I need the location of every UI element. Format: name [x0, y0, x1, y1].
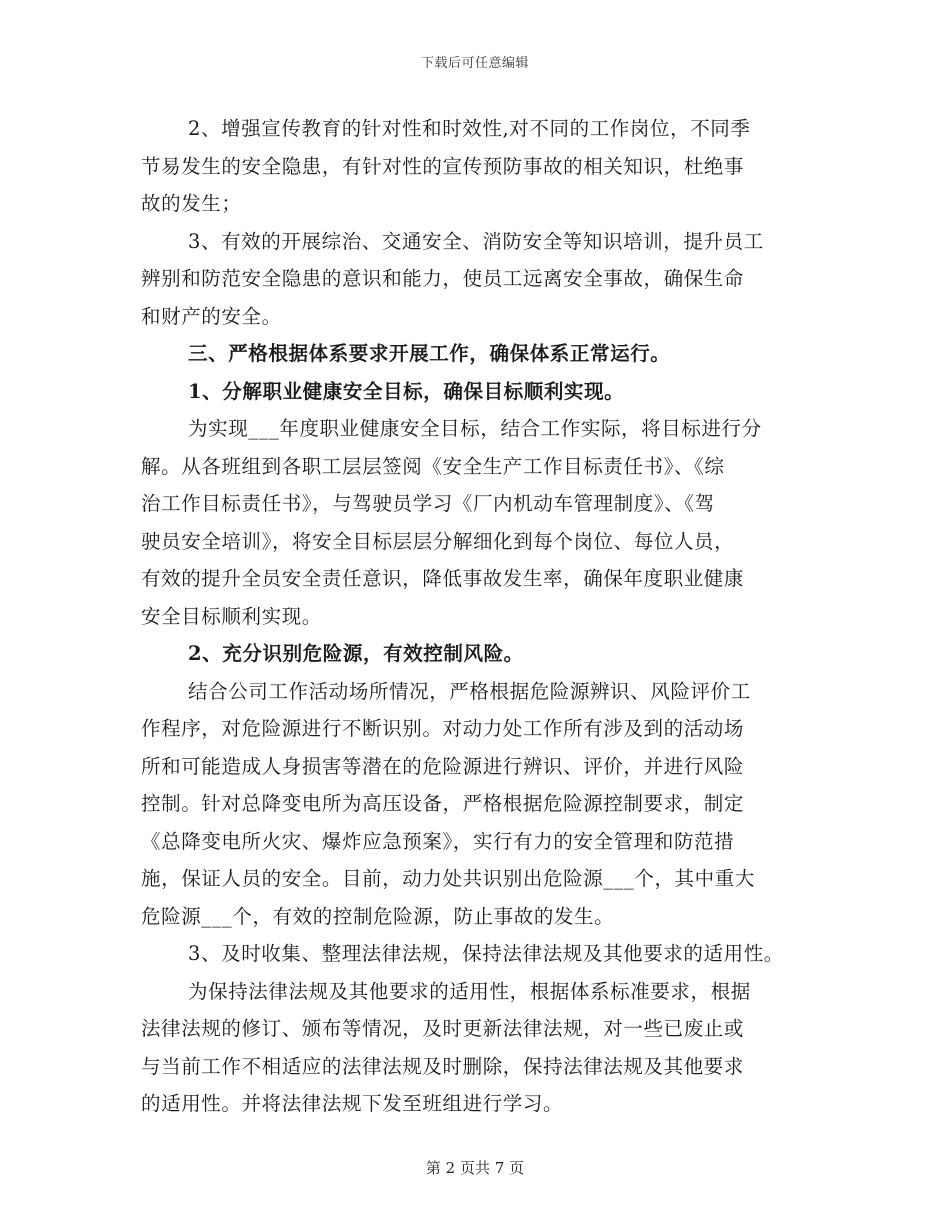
- paragraph-line: 2、增强宣传教育的针对性和时效性,对不同的工作岗位，不同季: [188, 117, 751, 140]
- paragraph-line: 《总降变电所火灾、爆炸应急预案》，实行有力的安全管理和防范措: [141, 829, 735, 853]
- paragraph-line: 施，保证人员的安全。目前，动力处共识别出危险源___个，其中重大: [141, 867, 755, 890]
- paragraph-line: 的适用性。并将法律法规下发至班组进行学习。: [141, 1092, 564, 1115]
- paragraph-line: 节易发生的安全隐患，有针对性的宣传预防事故的相关知识，杜绝事: [141, 154, 745, 178]
- paragraph-line: 危险源___个，有效的控制危险源，防止事故的发生。: [141, 904, 615, 928]
- subsection-heading: 3、及时收集、整理法律法规，保持法律法规及其他要求的适用性。: [188, 942, 784, 965]
- paragraph-line: 为保持法律法规及其他要求的适用性，根据体系标准要求，根据: [188, 979, 751, 1003]
- paragraph-line: 法律法规的修订、颁布等情况，及时更新法律法规，对一些已废止或: [141, 1017, 745, 1040]
- paragraph-line: 和财产的安全。: [141, 304, 282, 328]
- page-footer: 第 2 页共 7 页: [425, 1159, 525, 1177]
- paragraph-line: 所和可能造成人身损害等潜在的危险源进行辨识、评价，并进行风险: [141, 754, 745, 778]
- paragraph-line: 故的发生；: [141, 192, 242, 215]
- paragraph-line: 为实现___年度职业健康安全目标，结合工作实际，将目标进行分: [188, 417, 762, 440]
- paragraph-line: 作程序，对危险源进行不断识别。对动力处工作所有涉及到的活动场: [141, 717, 745, 740]
- paragraph-line: 控制。针对总降变电所为高压设备，严格根据危险源控制要求，制定: [141, 792, 745, 815]
- paragraph-line: 辨别和防范安全隐患的意识和能力，使员工远离安全事故，确保生命: [141, 267, 745, 290]
- paragraph-line: 治工作目标责任书》，与驾驶员学习《厂内机动车管理制度》、《驾: [141, 492, 715, 515]
- paragraph-line: 有效的提升全员安全责任意识，降低事故发生率，确保年度职业健康: [141, 567, 745, 590]
- page-header: 下载后可任意编辑: [420, 56, 529, 71]
- paragraph-line: 驶员安全培训》，将安全目标层层分解细化到每个岗位、每位人员，: [141, 529, 735, 553]
- paragraph-line: 3、有效的开展综治、交通安全、消防安全等知识培训，提升员工: [188, 229, 764, 253]
- section-heading: 三、严格根据体系要求开展工作，确保体系正常运行。: [188, 342, 671, 365]
- paragraph-line: 结合公司工作活动场所情况，严格根据危险源辨识、风险评价工: [188, 679, 751, 703]
- subsection-heading: 2、充分识别危险源，有效控制风险。: [188, 642, 524, 665]
- paragraph-line: 解。从各班组到各职工层层签阅《安全生产工作目标责任书》、《综: [141, 454, 725, 478]
- subsection-heading: 1、分解职业健康安全目标，确保目标顺利实现。: [188, 379, 625, 403]
- paragraph-line: 安全目标顺利实现。: [141, 604, 322, 628]
- paragraph-line: 与当前工作不相适应的法律法规及时删除，保持法律法规及其他要求: [141, 1054, 745, 1078]
- document-body: [141, 110, 821, 1123]
